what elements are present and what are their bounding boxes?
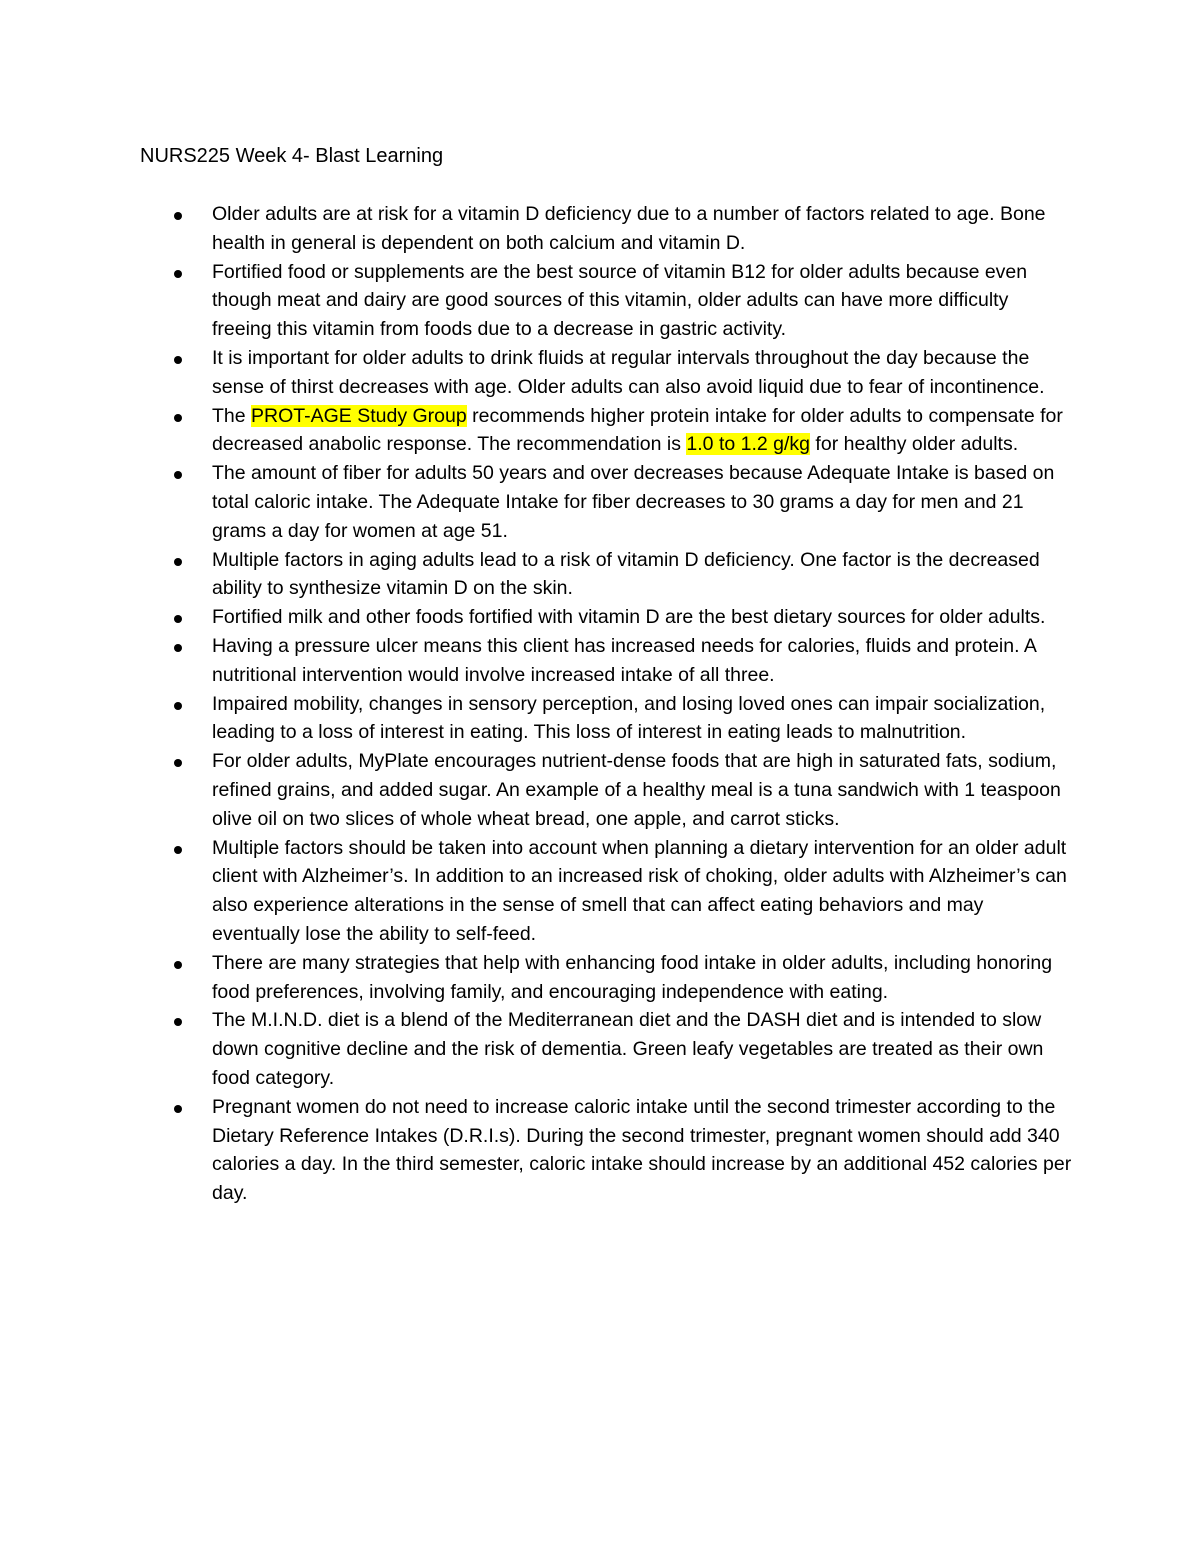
bullet-dot-icon xyxy=(174,1018,182,1026)
bullet-text: Older adults are at risk for a vitamin D deficiency due to a number of factors related to age. Bone health in general is dependent on both calcium and vitamin D. xyxy=(212,203,1046,254)
bullet-text: The amount of fiber for adults 50 years and over decreases because Adequate Intake is based on total caloric intake. The Adequate Intake for fiber decreases to 30 grams a day for men and 21 grams a day for women at age 51. xyxy=(212,462,1055,542)
bullet-item xyxy=(212,344,1072,402)
bullet-text: For older adults, MyPlate encourages nutrient-dense foods that are high in saturated fats, sodium, refined grains, and added sugar. An example of a healthy meal is a tuna sandwich with 1 teaspoon olive oil on two slices of whole wheat bread, one apple, and carrot sticks. xyxy=(212,750,1061,830)
bullet-dot-icon xyxy=(174,702,182,710)
bullet-dot-icon xyxy=(174,471,182,479)
bullet-dot-icon xyxy=(174,1105,182,1113)
bullet-dot-icon xyxy=(174,414,182,422)
bullet-text: recommends higher protein intake for older adults to compensate for decreased anabolic response. The recommendation is xyxy=(212,404,1063,456)
bullet-text: It is important for older adults to drink fluids at regular intervals throughout the day because the sense of thirst decreases with age. Older adults can also avoid liquid due to fear of incontinence. xyxy=(212,346,1045,398)
bullet-dot-icon xyxy=(174,356,182,364)
bullet-item xyxy=(212,949,1072,1007)
bullet-item xyxy=(212,632,1072,690)
bullet-list xyxy=(212,200,1072,1208)
bullet-dot-icon xyxy=(174,558,182,566)
highlighted-text: PROT-AGE Study Group xyxy=(251,404,467,427)
bullet-text: Multiple factors should be taken into account when planning a dietary intervention for an older adult client with Alzheimer’s. In addition to an increased risk of choking, older adults with Alzheimer’s can also experience alterations in the sense of smell that can affect eating behaviors and may eventually lose the ability to self-feed. xyxy=(212,836,1067,945)
bullet-item xyxy=(212,459,1072,545)
bullet-item xyxy=(212,690,1072,748)
bullet-item xyxy=(212,546,1072,604)
bullet-dot-icon xyxy=(174,759,182,767)
bullet-dot-icon xyxy=(174,961,182,969)
bullet-dot-icon xyxy=(174,846,182,854)
bullet-item xyxy=(212,603,1072,632)
bullet-item xyxy=(212,402,1072,460)
bullet-text: Having a pressure ulcer means this client has increased needs for calories, fluids and protein. A nutritional intervention would involve increased intake of all three. xyxy=(212,634,1036,686)
highlighted-text: 1.0 to 1.2 g/kg xyxy=(686,433,811,456)
bullet-text: Impaired mobility, changes in sensory perception, and losing loved ones can impair socialization, leading to a loss of interest in eating. This loss of interest in eating leads to malnutrition. xyxy=(212,692,1046,744)
bullet-item xyxy=(212,1006,1072,1092)
bullet-text: Fortified food or supplements are the best source of vitamin B12 for older adults because even though meat and dairy are good sources of this vitamin, older adults can have more difficulty freeing this vitamin from foods due to a decrease in gastric activity. xyxy=(212,260,1028,341)
bullet-dot-icon xyxy=(174,615,182,623)
bullet-dot-icon xyxy=(174,270,182,278)
bullet-text: There are many strategies that help with enhancing food intake in older adults, including honoring food preferences, involving family, and encouraging independence with eating. xyxy=(212,951,1053,1003)
bullet-text: Multiple factors in aging adults lead to a risk of vitamin D deficiency. One factor is the decreased ability to synthesize vitamin D on the skin. xyxy=(212,548,1040,600)
bullet-item xyxy=(212,1093,1072,1208)
bullet-item xyxy=(212,834,1072,949)
bullet-text: The M.I.N.D. diet is a blend of the Mediterranean diet and the DASH diet and is intended to slow down cognitive decline and the risk of dementia. Green leafy vegetables are treated as their own food category. xyxy=(212,1009,1044,1089)
bullet-text: The xyxy=(212,404,252,427)
bullet-dot-icon xyxy=(174,212,182,220)
bullet-text: for healthy older adults. xyxy=(810,433,1019,456)
bullet-item xyxy=(212,200,1072,258)
document-title: NURS225 Week 4- Blast Learning xyxy=(140,145,444,167)
bullet-text: Fortified milk and other foods fortified with vitamin D are the best dietary sources for older adults. xyxy=(212,606,1046,629)
bullet-item xyxy=(212,258,1072,344)
bullet-item xyxy=(212,747,1072,833)
bullet-text: Pregnant women do not need to increase caloric intake until the second trimester according to the Dietary Reference Intakes (D.R.I.s). During the second trimester, pregnant women should add 340 calories a day. In the third semester, caloric intake should increase by an additional 452 calories per day. xyxy=(212,1095,1072,1205)
bullet-dot-icon xyxy=(174,644,182,652)
